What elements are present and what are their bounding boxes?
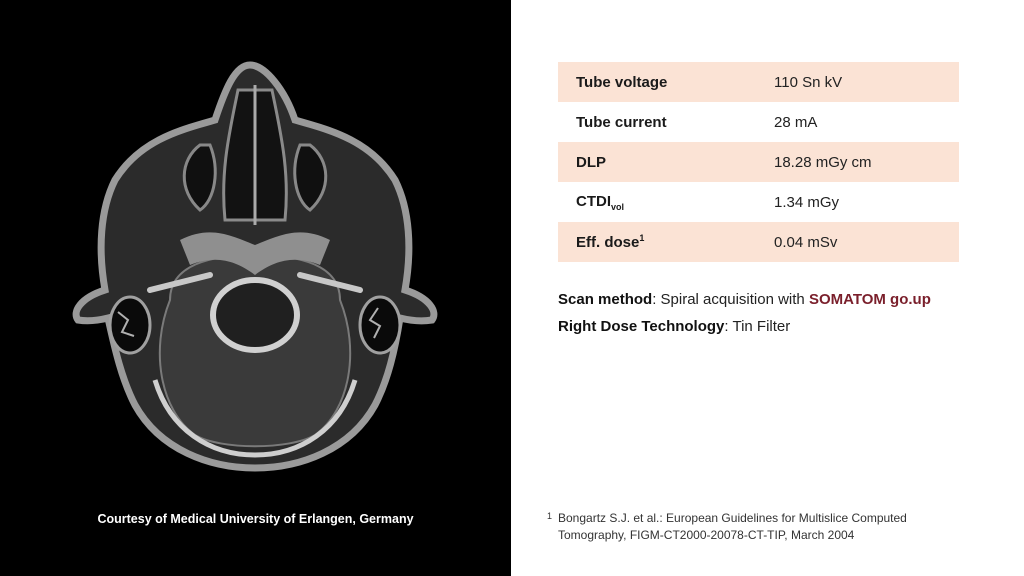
param-value: 1.34 mGy xyxy=(774,193,840,211)
dose-technology-line xyxy=(558,318,790,335)
footnote-text: Bongartz S.J. et al.: European Guidelines for Multislice Computed Tomography, FIGM-CT2000-20078-CT-TIP, March 2004 xyxy=(558,511,907,542)
separator: : xyxy=(652,291,661,308)
left-mastoid xyxy=(110,297,150,353)
param-value: 28 mA xyxy=(774,113,818,131)
brand-name: SOMATOM go.up xyxy=(808,291,931,308)
dose-technology-label: Right Dose Technology xyxy=(558,318,725,335)
image-caption: Courtesy of Medical University of Erlangen, Germany xyxy=(97,512,414,526)
scan-parameters-table xyxy=(558,62,959,262)
dose-technology-text: Tin Filter xyxy=(732,318,791,335)
param-label: DLP xyxy=(558,142,756,182)
footnote xyxy=(547,510,967,544)
table-row xyxy=(558,182,959,222)
scan-method-line xyxy=(558,291,931,308)
param-label xyxy=(558,222,756,262)
footnote-ref: 1 xyxy=(639,233,645,243)
table-row xyxy=(558,62,959,102)
param-label: Tube voltage xyxy=(558,62,756,102)
foramen-magnum xyxy=(213,280,297,350)
separator: : xyxy=(724,318,733,335)
param-label-main: Eff. dose xyxy=(576,234,640,251)
table-row xyxy=(558,222,959,262)
param-label xyxy=(558,182,756,222)
footnote-marker: 1 xyxy=(547,511,553,521)
param-value: 0.04 mSv xyxy=(756,222,959,262)
table-row xyxy=(558,102,959,142)
image-panel xyxy=(0,0,511,576)
param-label-main: CTDI xyxy=(576,192,611,210)
param-value: 18.28 mGy cm xyxy=(756,142,959,182)
param-label-subscript: vol xyxy=(611,201,625,212)
param-value: 110 Sn kV xyxy=(756,62,959,102)
scan-method-text: Spiral acquisition with xyxy=(660,291,809,308)
param-label: Tube current xyxy=(576,113,667,131)
table-row xyxy=(558,142,959,182)
ct-head-scan-image xyxy=(60,50,450,480)
scan-method-label: Scan method xyxy=(558,291,653,308)
